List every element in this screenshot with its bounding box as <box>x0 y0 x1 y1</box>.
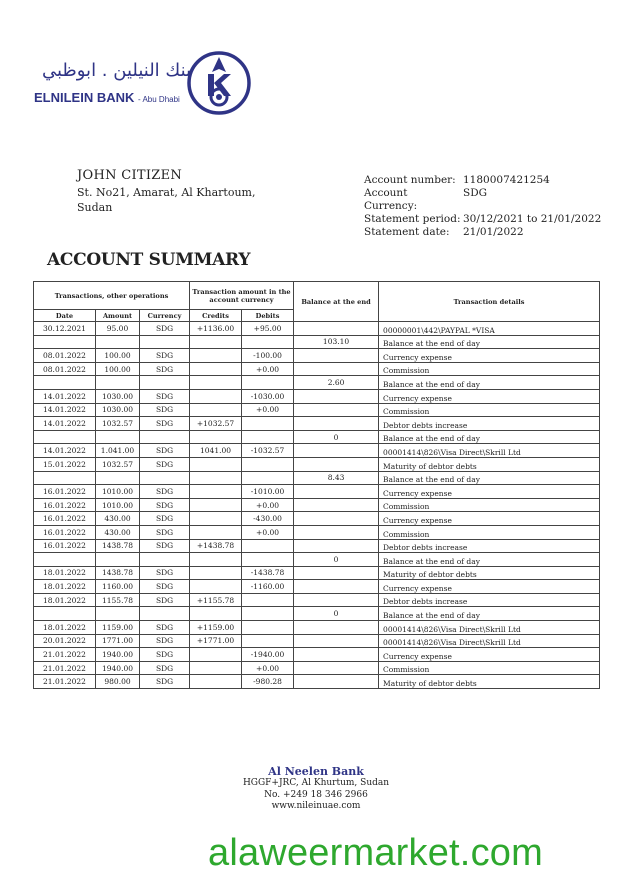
cell-balance <box>294 512 379 526</box>
table-row <box>34 417 600 431</box>
cell-amount: 1438.78 <box>96 539 140 553</box>
cell-date: 30.12.2021 <box>34 322 96 336</box>
cell-balance <box>294 485 379 499</box>
cell-debit: +0.00 <box>242 362 294 376</box>
statement-period-value: 30/12/2021 to 21/01/2022 <box>463 213 602 225</box>
cell-balance <box>294 675 379 689</box>
cell-debit: -1438.78 <box>242 566 294 580</box>
cell-date: 08.01.2022 <box>34 349 96 363</box>
account-currency-value: SDG <box>463 187 487 199</box>
cell-balance <box>294 322 379 336</box>
cell-debit: +95.00 <box>242 322 294 336</box>
cell-date <box>34 376 96 390</box>
statement-period-row <box>364 213 601 226</box>
cell-currency: SDG <box>140 322 190 336</box>
cell-debit: -1160.00 <box>242 580 294 594</box>
cell-currency: SDG <box>140 362 190 376</box>
cell-credit <box>190 661 242 675</box>
cell-debit <box>242 553 294 567</box>
cell-details: Currency expense <box>379 349 600 363</box>
account-number-label: Account number: <box>364 174 456 186</box>
cell-debit: -980.28 <box>242 675 294 689</box>
cell-currency: SDG <box>140 389 190 403</box>
table-row <box>34 362 600 376</box>
cell-balance <box>294 444 379 458</box>
table-row <box>34 621 600 635</box>
cell-credit <box>190 607 242 621</box>
cell-credit <box>190 648 242 662</box>
cell-currency: SDG <box>140 593 190 607</box>
cell-details: Maturity of debtor debts <box>379 675 600 689</box>
cell-amount: 1159.00 <box>96 621 140 635</box>
cell-currency: SDG <box>140 648 190 662</box>
cell-debit <box>242 430 294 444</box>
cell-amount: 1940.00 <box>96 661 140 675</box>
cell-date: 21.01.2022 <box>34 675 96 689</box>
bank-logo <box>34 50 264 122</box>
account-number-row <box>364 174 601 187</box>
cell-details: Currency expense <box>379 485 600 499</box>
cell-details: Debtor debts increase <box>379 539 600 553</box>
cell-date: 16.01.2022 <box>34 525 96 539</box>
table-row <box>34 607 600 621</box>
cell-amount: 430.00 <box>96 512 140 526</box>
cell-balance <box>294 621 379 635</box>
cell-credit: +1438.78 <box>190 539 242 553</box>
cell-details: Currency expense <box>379 389 600 403</box>
cell-currency: SDG <box>140 417 190 431</box>
cell-debit <box>242 607 294 621</box>
cell-date: 08.01.2022 <box>34 362 96 376</box>
cell-amount: 1010.00 <box>96 485 140 499</box>
cell-currency: SDG <box>140 661 190 675</box>
cell-amount: 1010.00 <box>96 498 140 512</box>
cell-debit <box>242 417 294 431</box>
cell-balance <box>294 349 379 363</box>
cell-currency: SDG <box>140 349 190 363</box>
cell-credit <box>190 349 242 363</box>
cell-date: 15.01.2022 <box>34 457 96 471</box>
cell-debit: -1940.00 <box>242 648 294 662</box>
table-row <box>34 580 600 594</box>
table-row <box>34 512 600 526</box>
cell-debit <box>242 335 294 349</box>
cell-currency <box>140 471 190 485</box>
cell-amount: 430.00 <box>96 525 140 539</box>
cell-date: 18.01.2022 <box>34 621 96 635</box>
cell-balance <box>294 525 379 539</box>
cell-currency: SDG <box>140 403 190 417</box>
cell-amount: 95.00 <box>96 322 140 336</box>
footer <box>0 765 632 813</box>
cell-details: Commission <box>379 362 600 376</box>
table-row <box>34 389 600 403</box>
cell-credit: +1155.78 <box>190 593 242 607</box>
col-header-credits: Credits <box>190 310 242 322</box>
bank-name-suffix: - Abu Dhabi <box>138 95 180 104</box>
account-currency-row <box>364 187 601 213</box>
cell-credit: +1032.57 <box>190 417 242 431</box>
cell-debit: +0.00 <box>242 525 294 539</box>
cell-credit: 1041.00 <box>190 444 242 458</box>
customer-name: JOHN CITIZEN <box>77 168 183 183</box>
cell-currency: SDG <box>140 675 190 689</box>
cell-amount <box>96 471 140 485</box>
table-row <box>34 634 600 648</box>
col-header-currency: Currency <box>140 310 190 322</box>
cell-credit <box>190 389 242 403</box>
cell-credit <box>190 512 242 526</box>
cell-details: Debtor debts increase <box>379 417 600 431</box>
footer-phone: No. +249 18 346 2966 <box>264 789 368 800</box>
cell-debit: -1030.00 <box>242 389 294 403</box>
cell-details: 00000001\442\PAYPAL *VISA <box>379 322 600 336</box>
account-number-value: 1180007421254 <box>463 174 550 186</box>
cell-currency: SDG <box>140 634 190 648</box>
cell-date: 14.01.2022 <box>34 417 96 431</box>
cell-details: 00001414\826\Visa Direct\Skrill Ltd <box>379 621 600 635</box>
cell-date <box>34 607 96 621</box>
table-row <box>34 498 600 512</box>
cell-debit: +0.00 <box>242 403 294 417</box>
table-row <box>34 553 600 567</box>
cell-date: 16.01.2022 <box>34 485 96 499</box>
footer-address: HGGF+JRC, Al Khurtum, Sudan <box>242 778 390 788</box>
statement-date-value: 21/01/2022 <box>463 226 524 238</box>
cell-amount: 1438.78 <box>96 566 140 580</box>
cell-balance <box>294 593 379 607</box>
table-row <box>34 539 600 553</box>
cell-balance <box>294 389 379 403</box>
cell-currency: SDG <box>140 539 190 553</box>
statement-date-label: Statement date: <box>364 226 450 238</box>
cell-date: 16.01.2022 <box>34 539 96 553</box>
table-row <box>34 457 600 471</box>
cell-amount: 100.00 <box>96 349 140 363</box>
cell-amount <box>96 430 140 444</box>
cell-debit <box>242 471 294 485</box>
cell-credit <box>190 485 242 499</box>
bank-name-text: ELNILEIN BANK <box>34 90 135 105</box>
cell-date: 20.01.2022 <box>34 634 96 648</box>
cell-details: Balance at the end of day <box>379 430 600 444</box>
cell-details: Maturity of debtor debts <box>379 457 600 471</box>
cell-date: 18.01.2022 <box>34 580 96 594</box>
cell-balance <box>294 648 379 662</box>
cell-amount: 1032.57 <box>96 457 140 471</box>
cell-date: 16.01.2022 <box>34 512 96 526</box>
cell-amount: 1.041.00 <box>96 444 140 458</box>
cell-debit: -1010.00 <box>242 485 294 499</box>
cell-debit <box>242 457 294 471</box>
transactions-table <box>33 281 600 689</box>
cell-balance <box>294 417 379 431</box>
cell-debit: -430.00 <box>242 512 294 526</box>
cell-debit: -100.00 <box>242 349 294 363</box>
cell-date: 18.01.2022 <box>34 566 96 580</box>
cell-balance <box>294 661 379 675</box>
cell-debit: +0.00 <box>242 498 294 512</box>
customer-address-line1: St. No21, Amarat, Al Khartoum, <box>77 186 256 199</box>
header-transactions: Transactions, other operations <box>34 282 190 310</box>
cell-currency <box>140 335 190 349</box>
cell-details: Commission <box>379 525 600 539</box>
col-header-amount: Amount <box>96 310 140 322</box>
cell-date <box>34 430 96 444</box>
account-currency-label: Account Currency: <box>364 187 418 212</box>
cell-credit: +1136.00 <box>190 322 242 336</box>
cell-currency: SDG <box>140 512 190 526</box>
bank-name <box>34 90 180 105</box>
cell-balance: 0 <box>294 607 379 621</box>
cell-balance <box>294 498 379 512</box>
cell-currency: SDG <box>140 485 190 499</box>
watermark: alaweermarket.com <box>208 832 543 874</box>
cell-debit <box>242 593 294 607</box>
cell-date: 21.01.2022 <box>34 648 96 662</box>
cell-debit <box>242 539 294 553</box>
cell-details: Currency expense <box>379 648 600 662</box>
cell-amount <box>96 376 140 390</box>
cell-amount: 980.00 <box>96 675 140 689</box>
table-row <box>34 430 600 444</box>
cell-details: 00001414\826\Visa Direct\Skrill Ltd <box>379 444 600 458</box>
footer-bank-name: Al Neelen Bank <box>268 765 364 778</box>
cell-amount <box>96 607 140 621</box>
bank-emblem-icon <box>186 50 252 116</box>
cell-credit <box>190 471 242 485</box>
cell-details: 00001414\826\Visa Direct\Skrill Ltd <box>379 634 600 648</box>
cell-balance <box>294 580 379 594</box>
cell-amount: 1030.00 <box>96 403 140 417</box>
cell-currency: SDG <box>140 498 190 512</box>
cell-amount: 1771.00 <box>96 634 140 648</box>
cell-date: 16.01.2022 <box>34 498 96 512</box>
table-row <box>34 675 600 689</box>
table-row <box>34 471 600 485</box>
cell-balance <box>294 634 379 648</box>
cell-currency: SDG <box>140 457 190 471</box>
cell-currency: SDG <box>140 525 190 539</box>
cell-amount: 1155.78 <box>96 593 140 607</box>
table-row <box>34 322 600 336</box>
cell-details: Currency expense <box>379 512 600 526</box>
cell-date: 14.01.2022 <box>34 444 96 458</box>
cell-balance <box>294 403 379 417</box>
cell-details: Balance at the end of day <box>379 607 600 621</box>
cell-details: Commission <box>379 661 600 675</box>
cell-details: Commission <box>379 498 600 512</box>
cell-balance: 8.43 <box>294 471 379 485</box>
footer-website: www.nileinuae.com <box>271 801 361 811</box>
cell-balance: 0 <box>294 553 379 567</box>
cell-debit: -1032.57 <box>242 444 294 458</box>
cell-date: 18.01.2022 <box>34 593 96 607</box>
cell-currency <box>140 553 190 567</box>
cell-details: Debtor debts increase <box>379 593 600 607</box>
header-transaction-amount: Transaction amount in the account currency <box>190 282 294 310</box>
cell-debit: +0.00 <box>242 661 294 675</box>
header-details: Transaction details <box>379 282 600 322</box>
cell-date: 14.01.2022 <box>34 389 96 403</box>
cell-details: Commission <box>379 403 600 417</box>
cell-currency <box>140 430 190 444</box>
cell-credit: +1159.00 <box>190 621 242 635</box>
cell-amount: 1940.00 <box>96 648 140 662</box>
cell-credit <box>190 430 242 444</box>
cell-date <box>34 553 96 567</box>
cell-amount <box>96 335 140 349</box>
cell-balance: 2.60 <box>294 376 379 390</box>
table-row <box>34 376 600 390</box>
cell-amount: 1030.00 <box>96 389 140 403</box>
cell-amount: 100.00 <box>96 362 140 376</box>
cell-balance <box>294 362 379 376</box>
cell-balance <box>294 457 379 471</box>
cell-currency: SDG <box>140 444 190 458</box>
cell-amount: 1032.57 <box>96 417 140 431</box>
cell-amount: 1160.00 <box>96 580 140 594</box>
col-header-date: Date <box>34 310 96 322</box>
cell-balance <box>294 566 379 580</box>
cell-balance <box>294 539 379 553</box>
cell-credit <box>190 335 242 349</box>
cell-debit <box>242 621 294 635</box>
header-balance: Balance at the end <box>294 282 379 322</box>
section-title: ACCOUNT SUMMARY <box>47 250 251 270</box>
cell-balance: 103.10 <box>294 335 379 349</box>
table-row <box>34 566 600 580</box>
cell-date: 14.01.2022 <box>34 403 96 417</box>
table-row <box>34 444 600 458</box>
cell-credit: +1771.00 <box>190 634 242 648</box>
cell-credit <box>190 566 242 580</box>
cell-credit <box>190 553 242 567</box>
cell-currency <box>140 607 190 621</box>
cell-details: Currency expense <box>379 580 600 594</box>
cell-credit <box>190 457 242 471</box>
cell-currency: SDG <box>140 621 190 635</box>
cell-credit <box>190 675 242 689</box>
cell-credit <box>190 525 242 539</box>
cell-credit <box>190 362 242 376</box>
cell-details: Balance at the end of day <box>379 553 600 567</box>
cell-credit <box>190 376 242 390</box>
cell-date <box>34 471 96 485</box>
customer-block <box>77 168 255 215</box>
cell-debit <box>242 376 294 390</box>
cell-credit <box>190 403 242 417</box>
table-row <box>34 661 600 675</box>
cell-date: 21.01.2022 <box>34 661 96 675</box>
cell-details: Maturity of debtor debts <box>379 566 600 580</box>
table-row <box>34 403 600 417</box>
cell-currency: SDG <box>140 580 190 594</box>
table-row <box>34 525 600 539</box>
cell-debit <box>242 634 294 648</box>
cell-details: Balance at the end of day <box>379 471 600 485</box>
bank-arabic-name: بنك النيلين . ابوظبي <box>42 60 192 81</box>
table-row <box>34 593 600 607</box>
cell-details: Balance at the end of day <box>379 335 600 349</box>
customer-address-line2: Sudan <box>77 201 113 214</box>
cell-currency <box>140 376 190 390</box>
table-row <box>34 648 600 662</box>
statement-period-label: Statement period: <box>364 213 461 225</box>
table-row <box>34 335 600 349</box>
cell-date <box>34 335 96 349</box>
statement-date-row <box>364 226 601 239</box>
table-row <box>34 349 600 363</box>
cell-details: Balance at the end of day <box>379 376 600 390</box>
cell-amount <box>96 553 140 567</box>
cell-currency: SDG <box>140 566 190 580</box>
cell-balance: 0 <box>294 430 379 444</box>
table-row <box>34 485 600 499</box>
cell-credit <box>190 498 242 512</box>
transactions-body <box>34 322 600 689</box>
cell-credit <box>190 580 242 594</box>
account-info <box>364 174 601 239</box>
col-header-debits: Debits <box>242 310 294 322</box>
